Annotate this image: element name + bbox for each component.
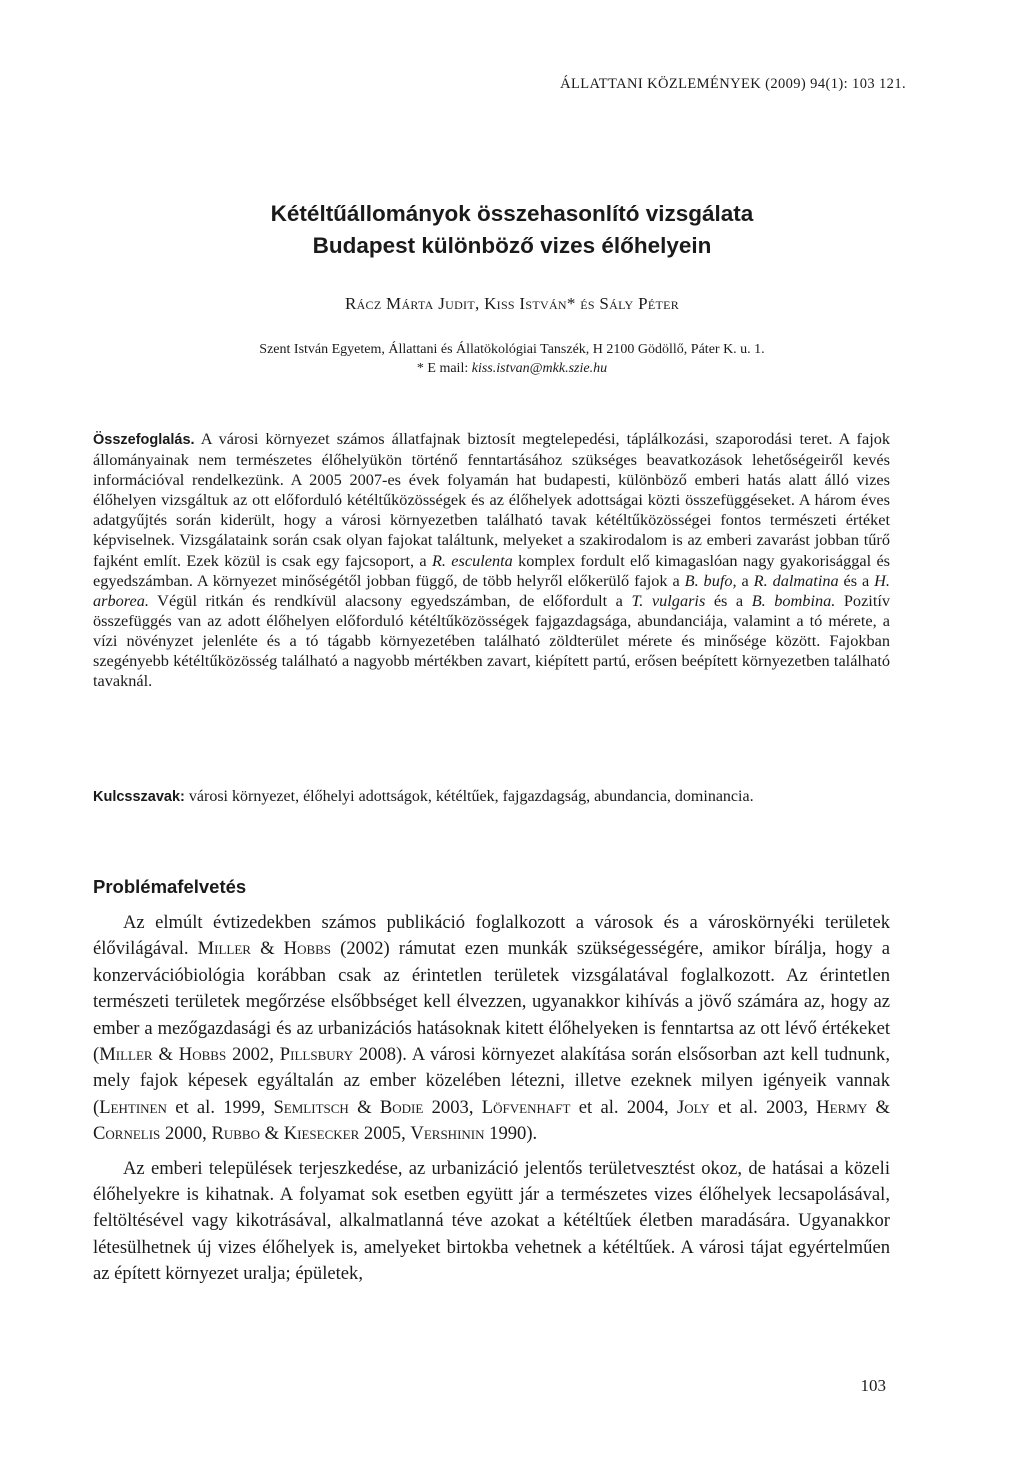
body-text: 2005, [359,1123,411,1145]
abstract-text: Pozitív összefüggés van az adott élőhelyen előforduló kétéltűközösségek fajgazdagsága, abundanciája, valamint a tó mérete, a vízi növényzet jelenléte és a tó tágabb környezetében található zöldterület mérete és minősége között. Fajokban szegényebb kétéltűközösség található a nagyobb mértékben zavart, kiépített partú, erősen beépített környezetben található tavaknál. [93,590,891,691]
abstract-text: komplex fordult elő kimagaslóan nagy gyakorisággal és egyedszámban. A környezet minőségétől jobban függő, de több helyről előkerülő fajok a [93,550,891,590]
abstract-text: a [736,570,754,590]
citation-author: Miller & Hobbs [99,1044,227,1066]
title-line-2: Budapest különböző vizes élőhelyein [312,233,712,258]
species-name: R. dalmatina [753,570,839,590]
abstract-text: A városi környezet számos állatfajnak biztosít megtelepedési, táplálkozási, szaporodási teret. A fajok állományainak nem természetes élőhelyükön történő fenntartásához szükséges beavatkozások lehetőségeiről kevés információval rendelkezünk. A 2005 2007-es évek folyamán hat budapesti, különböző emberi hatás alatt álló vizes élőhelyen vizsgáltuk az ott előforduló kétéltűközösségek és az élőhelyek adottságai közti összefüggéseket. A három éves adatgyűjtés során kiderült, hogy a városi környezetben található tavak kétéltűközösségei fontos természeti értéket képviselnek. Vizsgálataink során csak olyan fajokat találtunk, melyeket a szakirodalom is az emberi zavarást jobban tűrő fajként említ. Ezek közül is csak egy fajcsoport, a [93,429,890,570]
citation-author: Lehtinen [99,1096,167,1118]
body-text: et al. 1999, [166,1096,274,1118]
body-text: 2000, [160,1123,212,1145]
body-text: 1990). [484,1123,538,1145]
abstract-text: és a [838,570,875,590]
citation-author: Pillsbury [279,1044,353,1066]
author-list: Rácz Márta Judit, Kiss István* és Sály Péter [344,294,680,313]
body-paragraph-2: Az emberi települések terjeszkedése, az urbanizáció jelentős területvesztést okoz, de hatásai a közeli élőhelyekre is kihatnak. A folyamat sok esetben együtt jár a természetes vizes élőhelyek lecsapolásával, feltöltésével vagy kikotrásával, alkalmatlanná téve azokat a kétéltűek életben maradására. Ugyanakkor létesülhetnek új vizes élőhelyek is, amelyeket birtokba vehetnek a kétéltűek. A városi tájat egyértelműen az épített környezet uralja; épületek, [93,1157,890,1285]
citation-author: Miller & Hobbs [197,938,332,960]
running-head: ÁLLATTANI KÖZLEMÉNYEK (2009) 94(1): 103 121. [560,76,906,92]
citation-author: Vershinin [410,1123,485,1145]
species-name: H. arborea. [93,570,890,610]
body-text: 2002, [226,1044,280,1066]
body-text: (2002) rámutat ezen munkák szükségességére, amikor bírálja, hogy a konzervációbiológia korábban csak az érintetlen területek vizsgálatával foglalkozott. Az érintetlen természeti területek megőrzése elsőbbséget kell élvezzen, ugyanakkor kihívás a jövő számára az, hogy az ember a mezőgazdasági és az urbanizációs hatásoknak kitett élőhelyeken is fenntartsa az ott lévő értékeket ( [93,938,890,1066]
citation-author: Hermy & Cornelis [93,1096,890,1145]
species-name: R. esculenta [431,550,513,570]
abstract-text: Végül ritkán és rendkívül alacsony egyedszámban, de előfordult a [148,590,632,610]
citation-author: Rubbo & Kiesecker [211,1123,360,1145]
abstract-label: Összefoglalás. [93,432,195,448]
species-name: B. bombina. [751,590,836,610]
email-label: * E mail: [416,361,469,376]
body-text: et al. 2004, [570,1096,677,1118]
affiliation: Szent István Egyetem, Állattani és Állatökológiai Tanszék, H 2100 Gödöllő, Páter K. u. 1. [259,342,765,357]
citation-author: Joly [677,1096,710,1118]
section-heading: Problémafelvetés [93,876,247,897]
affiliation-block [0,340,1024,378]
section-body [93,910,890,1296]
body-text: Az elmúlt évtizedekben számos publikáció foglalkozott a városok és a városkörnyéki területek élővilágával. [93,912,890,960]
abstract-text: és a [705,590,752,610]
keywords-label: Kulcsszavak: [93,789,185,805]
title-line-1: Kétéltűállományok összehasonlító vizsgálata [270,201,754,226]
species-name: T. vulgaris [631,590,706,610]
abstract [93,429,890,691]
page-number: 103 [860,1376,886,1395]
keywords [93,788,890,806]
citation-author: Semlitsch & Bodie [273,1096,424,1118]
email-line [0,359,1024,378]
email-link[interactable]: kiss.istvan@mkk.szie.hu [471,361,608,376]
citation-author: Löfvenhaft [481,1096,571,1118]
body-paragraph-1 [93,910,890,1148]
body-text: 2003, [423,1096,482,1118]
body-text: 2008). A városi környezet alakítása során elsősorban azt kell tudnunk, mely fajok képesek egyáltalán az ember közelében létezni, illetve ezeknek milyen igényeik vannak ( [93,1044,890,1118]
keywords-text: városi környezet, élőhelyi adottságok, kétéltűek, fajgazdagság, abundancia, dominancia. [184,788,754,805]
species-name: B. bufo, [684,570,737,590]
body-text: et al. 2003, [709,1096,817,1118]
article-title [0,198,1024,262]
